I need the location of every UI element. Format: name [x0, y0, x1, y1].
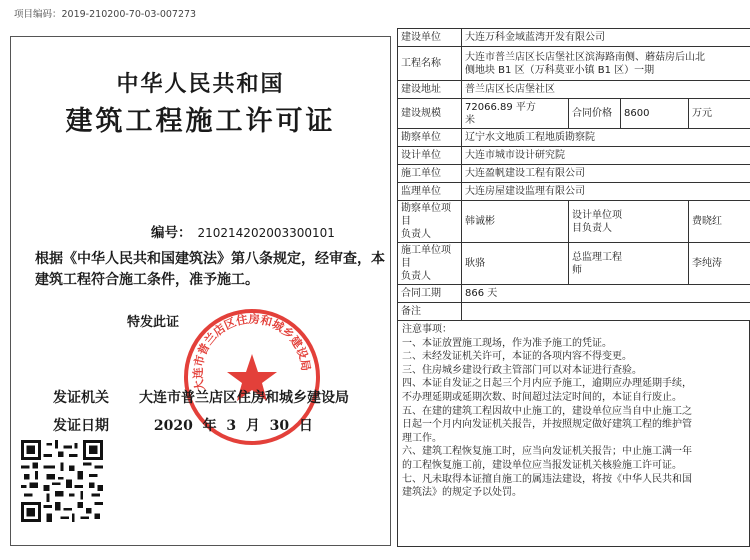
design-pm-label-line1: 设计单位项 — [572, 209, 622, 221]
table-row — [398, 81, 750, 99]
scale-unit: 米 — [465, 114, 475, 126]
table-row — [398, 201, 750, 243]
issuing-authority-value: 大连市普兰店区住房和城乡建设局 — [139, 390, 349, 406]
table-row — [398, 285, 750, 303]
design-unit-value: 大连市城市设计研究院 — [462, 147, 750, 165]
survey-pm-value: 韩诚彬 — [462, 201, 569, 243]
survey-pm-label-line1: 勘察单位项目 — [401, 203, 451, 227]
address-label: 建设地址 — [398, 81, 462, 99]
issue-date-day: 30 — [269, 418, 290, 434]
address-value: 普兰店区长店堡社区 — [462, 81, 750, 99]
chief-supervisor-value: 李纯涛 — [689, 243, 750, 285]
construction-unit-label: 建设单位 — [398, 29, 462, 47]
price-unit: 万元 — [689, 99, 750, 129]
project-name-line1: 大连市普兰店区长店堡社区滨海路南侧、蘑菇房后山北 — [465, 51, 705, 63]
price-label: 合同价格 — [569, 99, 621, 129]
note-line: 日起一个月内向发证机关报告，并按照规定做好建筑工程的维护管 — [402, 419, 692, 431]
table-row — [398, 129, 750, 147]
scale-number: 72066.89 平方 — [465, 101, 536, 113]
chief-supervisor-label-line2: 师 — [572, 264, 582, 276]
contractor-label: 施工单位 — [398, 165, 462, 183]
table-row — [398, 243, 750, 285]
issue-date-row — [53, 415, 313, 435]
contract-period-label: 合同工期 — [398, 285, 462, 303]
note-line: 五、在建的建筑工程因故中止施工的，建设单位应当自中止施工之 — [402, 405, 692, 417]
design-unit-label: 设计单位 — [398, 147, 462, 165]
contractor-pm-label-line1: 施工单位项目 — [401, 245, 451, 269]
design-pm-label-line2: 目负责人 — [572, 222, 612, 234]
project-name-line2: 侧地块 B1 区（万科莫亚小镇 B1 区）一期 — [465, 64, 655, 76]
issuing-authority-label: 发证机关 — [53, 390, 109, 406]
survey-pm-label — [398, 201, 462, 243]
certificate-number-label: 编号： — [151, 225, 192, 241]
chief-supervisor-label-line1: 总监理工程 — [572, 251, 622, 263]
certificate-details-page — [397, 28, 750, 554]
certificate-number — [151, 221, 335, 241]
table-row — [398, 183, 750, 201]
table-row — [398, 165, 750, 183]
qr-code-icon — [21, 440, 103, 522]
table-row — [398, 147, 750, 165]
table-row — [398, 99, 750, 129]
issue-date-month: 3 — [226, 418, 237, 434]
note-line: 建筑法》的规定予以处罚。 — [402, 487, 522, 499]
permit-statement: 根据《中华人民共和国建筑法》第八条规定，经审查，本建筑工程符合施工条件，准予施工。 — [35, 251, 385, 288]
project-name-value — [462, 47, 750, 81]
note-line: 不办理延期或延期次数、时间超过法定时间的，本证自行废止。 — [402, 391, 682, 403]
note-line: 理工作。 — [402, 432, 442, 444]
issue-date-month-unit: 月 — [245, 418, 260, 434]
scale-label: 建设规模 — [398, 99, 462, 129]
table-row — [398, 29, 750, 47]
notes-title: 注意事项： — [402, 324, 452, 335]
details-table — [397, 28, 750, 321]
remarks-value — [462, 303, 750, 321]
project-name-label: 工程名称 — [398, 47, 462, 81]
seal-text: 大连市普兰店区住房和城乡建设局 — [190, 311, 314, 393]
issue-date-year: 2020 — [153, 418, 193, 434]
contractor-value: 大连盈帆建设工程有限公司 — [462, 165, 750, 183]
certificate-number-value: 210214202003300101 — [197, 226, 335, 240]
issue-label: 特发此证 — [127, 315, 180, 330]
price-value: 8600 — [621, 99, 689, 129]
survey-unit-value: 辽宁水文地质工程地质勘察院 — [462, 129, 750, 147]
note-line: 四、本证自发证之日起三个月内应予施工，逾期应办理延期手续， — [402, 378, 692, 390]
certificate-front-page — [10, 36, 391, 546]
item-code: 项目编码：2019-210200-70-03-007273 — [14, 9, 197, 20]
design-pm-value: 费晓红 — [689, 201, 750, 243]
table-row — [398, 47, 750, 81]
note-line: 二、未经发证机关许可，本证的各项内容不得变更。 — [402, 351, 632, 363]
contractor-pm-label-line2: 负责人 — [401, 271, 431, 282]
issue-date-label: 发证日期 — [53, 418, 109, 434]
note-line: 一、本证放置施工现场，作为准予施工的凭证。 — [402, 337, 612, 349]
issue-date-day-unit: 日 — [298, 418, 313, 434]
survey-unit-label: 勘察单位 — [398, 129, 462, 147]
note-line: 三、住房城乡建设行政主管部门可以对本证进行查验。 — [402, 364, 642, 376]
issue-date-year-unit: 年 — [202, 418, 217, 434]
contractor-pm-label — [398, 243, 462, 285]
supervisor-label: 监理单位 — [398, 183, 462, 201]
survey-pm-label-line2: 负责人 — [401, 229, 431, 240]
contract-period-value: 866 天 — [462, 285, 750, 303]
title-country: 中华人民共和国 — [116, 71, 285, 97]
note-line: 的工程恢复施工前，建设单位应当报发证机关核验施工许可证。 — [402, 459, 682, 471]
title-permit: 建筑工程施工许可证 — [65, 106, 336, 137]
table-row — [398, 303, 750, 321]
scale-value — [462, 99, 569, 129]
construction-unit-value: 大连万科金域蓝湾开发有限公司 — [462, 29, 750, 47]
design-pm-label — [569, 201, 689, 243]
contractor-pm-value: 耿骆 — [462, 243, 569, 285]
note-line: 七、凡未取得本证擅自施工的属违法建设，将按《中华人民共和国 — [402, 473, 692, 485]
supervisor-value: 大连房屋建设监理有限公司 — [462, 183, 750, 201]
issuing-authority-row — [53, 387, 349, 407]
note-line: 六、建筑工程恢复施工时，应当向发证机关报告；中止施工满一年 — [402, 446, 692, 458]
notes-section — [397, 321, 750, 547]
chief-supervisor-label — [569, 243, 689, 285]
remarks-label: 备注 — [398, 303, 462, 321]
